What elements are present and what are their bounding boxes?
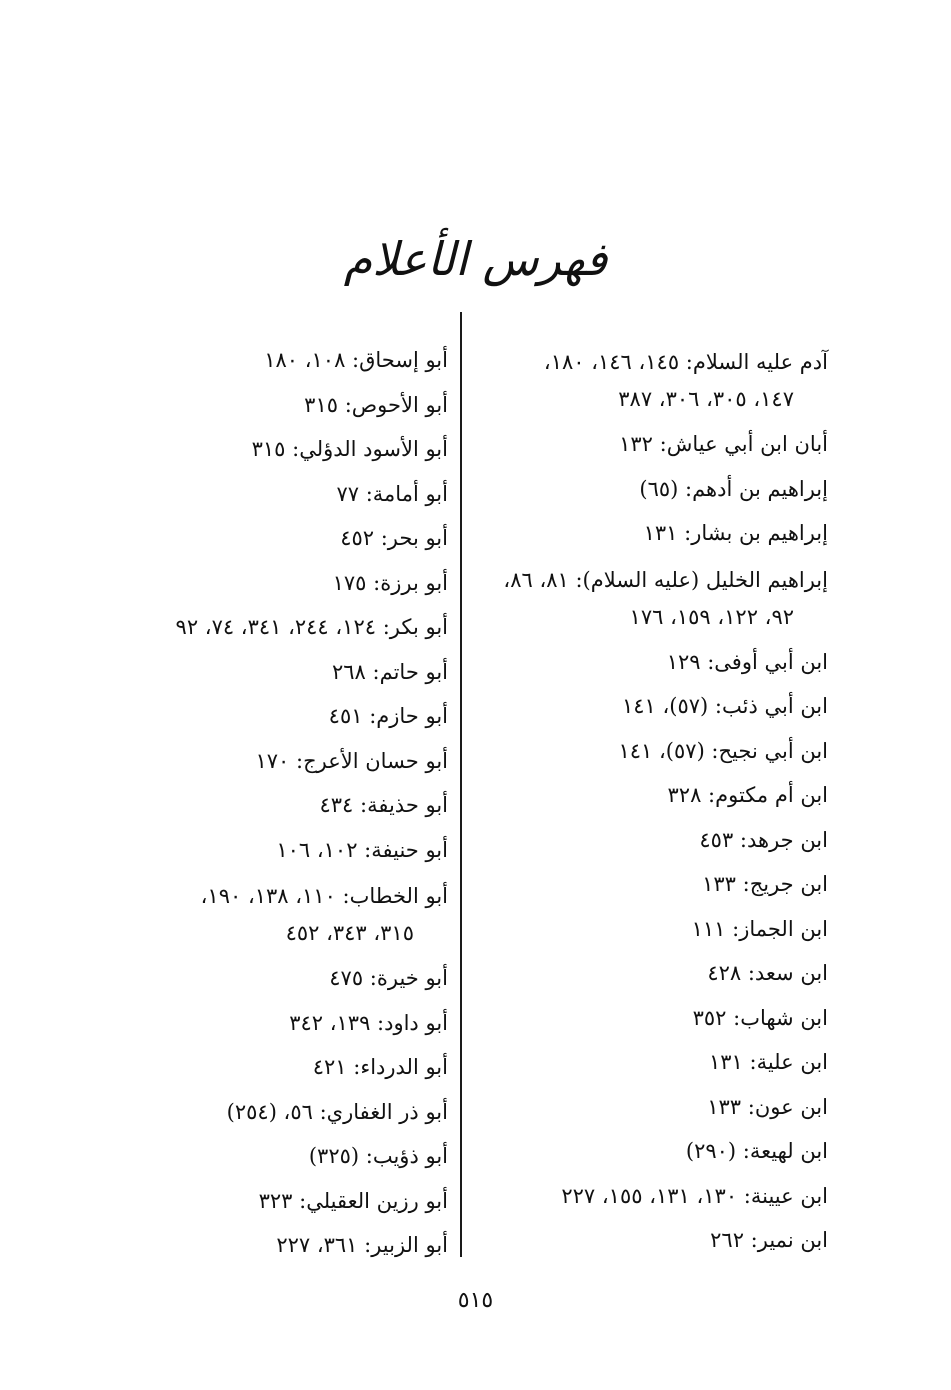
index-column-right: [468, 338, 828, 1263]
index-entry: أبو حاتم: ٢٦٨: [332, 659, 448, 684]
index-entry: إبراهيم بن بشار: ١٣١: [643, 521, 828, 545]
index-entry-text: إبراهيم الخليل (عليه السلام): ٨١، ٨٦،: [503, 567, 828, 592]
index-entry: أبان ابن أبي عياش: ١٣٢: [619, 432, 828, 456]
index-entry-text: آدم عليه السلام: ١٤٥، ١٤٦، ١٨٠،: [543, 350, 828, 374]
index-entry: أبو حنيفة: ١٠٢، ١٠٦: [276, 837, 448, 862]
index-column-left: [78, 338, 448, 1268]
index-entry: أبو ذؤيب: (٣٢٥): [308, 1144, 448, 1168]
index-entry: ابن سعد: ٤٢٨: [707, 961, 828, 985]
index-entry: ابن أم مكتوم: ٣٢٨: [667, 783, 828, 807]
index-entry: أبو الأحوص: ٣١٥: [304, 392, 448, 417]
index-entry: أبو بحر: ٤٥٢: [340, 526, 448, 550]
index-entry: إبراهيم بن أدهم: (٦٥): [639, 476, 828, 501]
index-entry: أبو ذر الغفاري: ٥٦، (٢٥٤): [226, 1099, 448, 1124]
index-entry: [468, 342, 828, 422]
index-entry: ابن أبي أوفى: ١٢٩: [666, 649, 828, 674]
index-entry: أبو الدرداء: ٤٢١: [312, 1055, 448, 1079]
index-entry-continuation: ٣١٥، ٣٤٣، ٤٥٢: [285, 921, 414, 945]
index-entry: ابن جرهد: ٤٥٣: [699, 827, 828, 852]
index-entry: [78, 876, 448, 956]
index-entry: ابن أبي ذئب: (٥٧)، ١٤١: [621, 694, 828, 718]
index-entry: ابن عون: ١٣٣: [707, 1094, 828, 1119]
index-entry: أبو أمامة: ٧٧: [336, 481, 448, 506]
index-entry: ابن لهيعة: (٢٩٠): [685, 1139, 828, 1163]
index-entry: ابن علية: ١٣١: [708, 1050, 828, 1074]
index-entry: ابن الجماز: ١١١: [691, 916, 828, 941]
index-entry: أبو إسحاق: ١٠٨، ١٨٠: [264, 348, 448, 372]
index-entry: [468, 560, 828, 640]
page-number: ٥١٥: [457, 1288, 494, 1313]
index-entry: أبو حسان الأعرج: ١٧٠: [255, 748, 448, 773]
index-entry: أبو برزة: ١٧٥: [332, 570, 448, 595]
index-entry: أبو خيرة: ٤٧٥: [329, 966, 448, 990]
index-entry: أبو الأسود الدؤلي: ٣١٥: [251, 437, 448, 461]
index-entry: أبو داود: ١٣٩، ٣٤٢: [289, 1010, 448, 1035]
index-entry: أبو حازم: ٤٥١: [328, 704, 448, 728]
column-divider: [460, 312, 462, 1257]
index-entry: أبو حذيفة: ٤٣٤: [319, 793, 448, 817]
index-entry-continuation: ١٤٧، ٣٠٥، ٣٠٦، ٣٨٧: [618, 387, 794, 411]
page-title: فهرس الأعلام: [343, 232, 608, 286]
index-entry: أبو الزبير: ٣٦١، ٢٢٧: [276, 1233, 448, 1257]
index-entry-continuation: ٩٢، ١٢٢، ١٥٩، ١٧٦: [629, 604, 794, 629]
index-entry-text: أبو الخطاب: ١١٠، ١٣٨، ١٩٠،: [200, 884, 448, 908]
index-entry: ابن شهاب: ٣٥٢: [692, 1005, 828, 1030]
index-entry: ابن جريج: ١٣٣: [702, 872, 828, 896]
index-entry: أبو بكر: ١٢٤، ٢٤٤، ٣٤١، ٧٤، ٩٢: [175, 615, 448, 639]
index-entry: أبو رزين العقيلي: ٣٢٣: [258, 1188, 448, 1213]
index-entry: ابن نمير: ٢٦٢: [710, 1228, 828, 1252]
index-entry: ابن عيينة: ١٣٠، ١٣١، ١٥٥، ٢٢٧: [561, 1183, 828, 1208]
index-entry: ابن أبي نجيح: (٥٧)، ١٤١: [618, 738, 828, 763]
